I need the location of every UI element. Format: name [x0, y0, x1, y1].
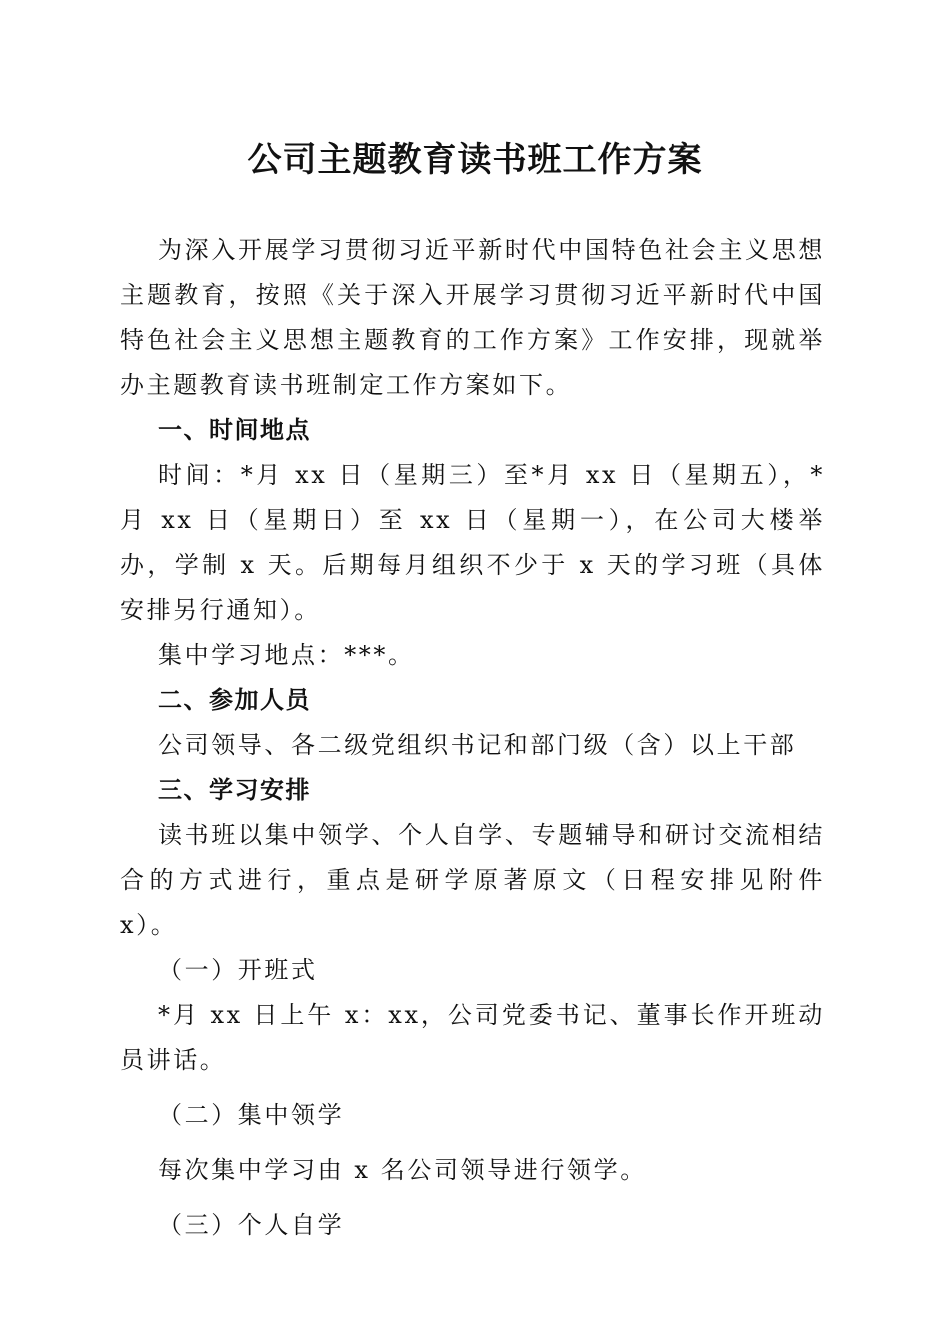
subsection-1-heading: （一）开班式 — [158, 956, 318, 984]
group-study-paragraph: 每次集中学习由 x 名公司领导进行领学。 — [158, 1156, 647, 1184]
document-title: 公司主题教育读书班工作方案 — [247, 140, 703, 180]
section-1-heading: 一、时间地点 — [158, 416, 311, 444]
subsection-2-heading: （二）集中领学 — [158, 1101, 345, 1129]
document-body — [120, 228, 825, 1248]
opening-ceremony-paragraph: *月 xx 日上午 x：xx，公司党委书记、董事长作开班动员讲话。 — [120, 1001, 825, 1074]
time-paragraph: 时间：*月 xx 日（星期三）至*月 xx 日（星期五），*月 xx 日（星期日）至 xx 日（星期一），在公司大楼举办，学制 x 天。后期每月组织不少于 x 天的学习班（具体安排另行通知）。 — [120, 461, 825, 624]
intro-paragraph: 为深入开展学习贯彻习近平新时代中国特色社会主义思想主题教育，按照《关于深入开展学习贯彻习近平新时代中国特色社会主义思想主题教育的工作方案》工作安排，现就举办主题教育读书班制定工作方案如下。 — [120, 236, 825, 399]
participants-paragraph: 公司领导、各二级党组织书记和部门级（含）以上干部 — [158, 731, 797, 759]
subsection-3-heading: （三）个人自学 — [158, 1211, 345, 1239]
section-2-heading: 二、参加人员 — [158, 686, 311, 714]
place-paragraph: 集中学习地点：***。 — [158, 641, 415, 669]
study-arrangement-paragraph: 读书班以集中领学、个人自学、专题辅导和研讨交流相结合的方式进行，重点是研学原著原文（日程安排见附件 x）。 — [120, 821, 825, 939]
section-3-heading: 三、学习安排 — [158, 776, 311, 804]
